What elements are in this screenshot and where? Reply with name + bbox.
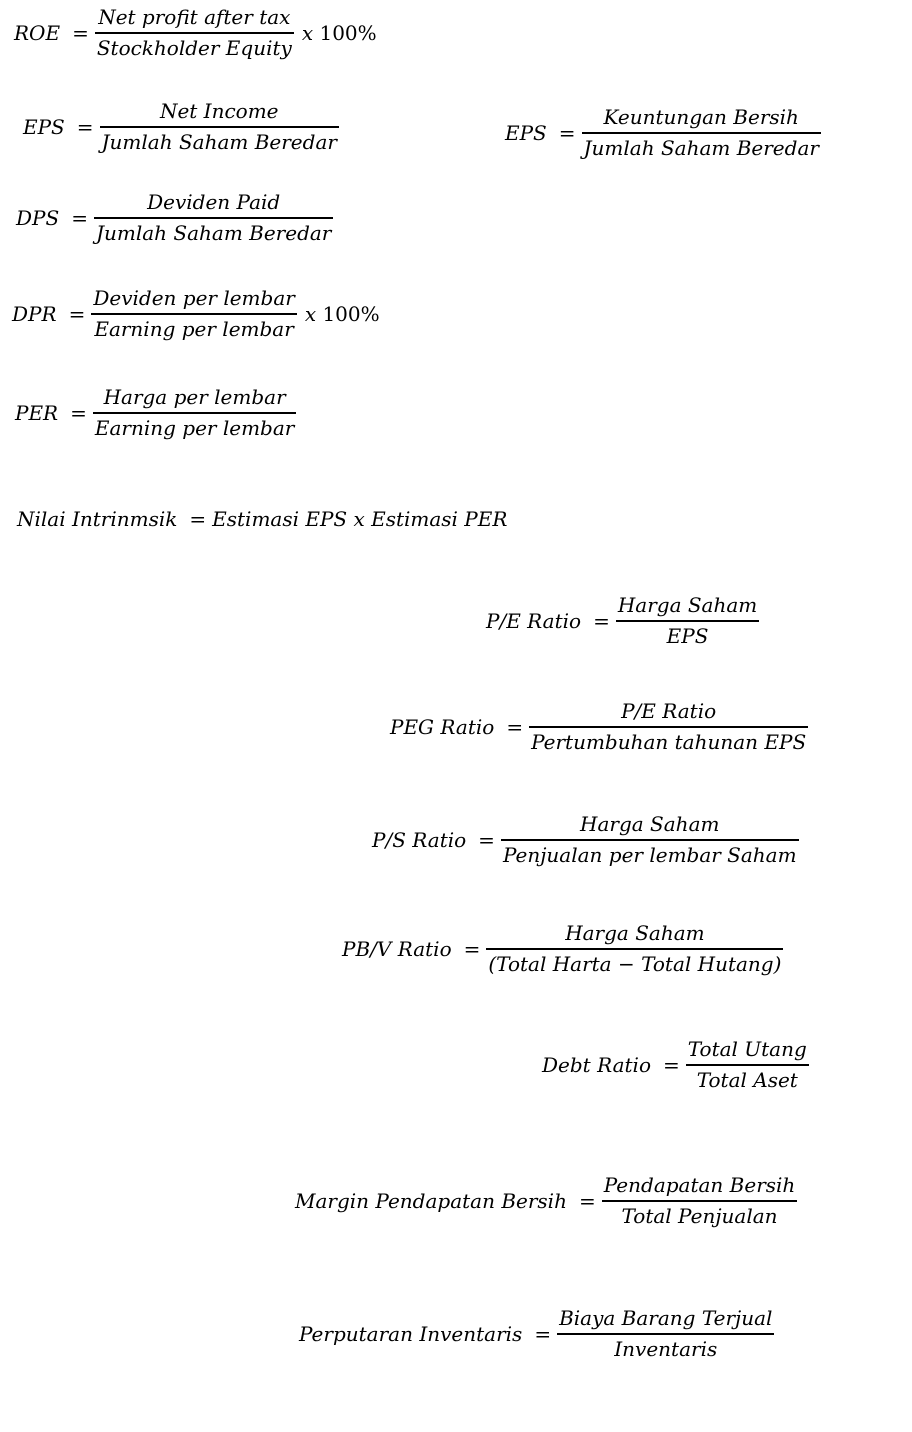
equals-sign: = [593,608,610,633]
dps-denominator: Jumlah Saham Beredar [95,220,332,245]
net-margin-label: Margin Pendapatan Bersih [295,1188,567,1213]
equals-sign: = [72,20,89,45]
eps-label: EPS [23,114,65,139]
per-formula [15,386,296,440]
peg-ratio-numerator: P/E Ratio [621,699,717,723]
equals-sign: = [578,1188,596,1213]
eps-en-denominator: Jumlah Saham Beredar [101,129,337,154]
per-numerator: Harga per lembar [103,385,286,409]
dpr-fraction [91,287,296,341]
roe-formula [14,6,377,60]
ps-ratio-numerator: Harga Saham [580,812,720,836]
pbv-ratio-denominator: (Total Harta − Total Hutang) [488,951,782,976]
ps-ratio-label: P/S Ratio [372,827,467,852]
peg-ratio-fraction [529,700,808,754]
per-fraction [93,386,296,440]
multiply-sign: x [301,20,314,45]
percent-value: 100% [322,301,380,326]
equals-sign: = [534,1321,552,1346]
eps-formula-id [505,106,821,160]
dpr-denominator: Earning per lembar [94,316,294,341]
debt-ratio-denominator: Total Aset [696,1067,798,1092]
inventory-turnover-formula [299,1307,774,1361]
pbv-ratio-numerator: Harga Saham [565,921,705,945]
intrinsic-rhs: Estimasi EPS x Estimasi PER [212,507,508,531]
per-label: PER [15,400,59,425]
eps-formula-en [23,100,339,154]
roe-label: ROE [14,20,61,45]
per-denominator: Earning per lembar [94,415,295,440]
multiply-sign: x [304,301,317,326]
pbv-ratio-fraction [486,922,783,976]
inventory-turnover-denominator: Inventaris [614,1336,718,1361]
eps-en-fraction [100,100,339,154]
peg-ratio-denominator: Pertumbuhan tahunan EPS [531,729,807,754]
equals-sign: = [76,114,94,139]
intrinsic-label: Nilai Intrinmsik [17,507,178,531]
roe-fraction [95,6,294,60]
equals-sign: = [506,714,524,739]
net-margin-formula [295,1174,797,1228]
pe-ratio-fraction [616,594,759,648]
pe-ratio-numerator: Harga Saham [617,593,758,617]
equals-sign: = [189,507,207,531]
equals-sign: = [463,936,481,961]
eps-en-numerator: Net Income [159,99,279,123]
debt-ratio-numerator: Total Utang [687,1037,807,1061]
pbv-ratio-formula [342,922,783,976]
inventory-turnover-numerator: Biaya Barang Terjual [559,1306,773,1330]
ps-ratio-formula [372,813,799,867]
pe-ratio-formula [486,594,759,648]
equals-sign: = [70,400,87,425]
dpr-label: DPR [12,301,57,326]
dpr-formula [12,287,380,341]
roe-multiplier [301,20,377,45]
debt-ratio-label: Debt Ratio [542,1052,651,1077]
equals-sign: = [662,1052,680,1077]
pe-ratio-label: P/E Ratio [486,608,582,633]
eps-id-numerator: Keuntungan Bersih [603,105,799,129]
dps-fraction [94,191,333,245]
ps-ratio-denominator: Penjualan per lembar Saham [502,842,797,867]
net-margin-fraction [602,1174,798,1228]
pe-ratio-denominator: EPS [666,623,709,648]
percent-value: 100% [319,20,377,45]
pbv-ratio-label: PB/V Ratio [342,936,452,961]
debt-ratio-formula [542,1038,809,1092]
inventory-turnover-fraction [557,1307,774,1361]
ps-ratio-fraction [501,813,799,867]
eps-label: EPS [505,120,547,145]
intrinsic-value-formula [17,509,507,529]
eps-id-denominator: Jumlah Saham Beredar [583,135,819,160]
dpr-multiplier [304,301,380,326]
dps-numerator: Deviden Paid [147,190,281,214]
inventory-turnover-label: Perputaran Inventaris [299,1321,523,1346]
equals-sign: = [558,120,576,145]
net-margin-numerator: Pendapatan Bersih [603,1173,796,1197]
dps-label: DPS [16,205,60,230]
eps-id-fraction [582,106,821,160]
peg-ratio-label: PEG Ratio [390,714,495,739]
dpr-numerator: Deviden per lembar [93,286,295,310]
debt-ratio-fraction [686,1038,809,1092]
equals-sign: = [478,827,495,852]
equals-sign: = [71,205,88,230]
dps-formula [16,191,333,245]
net-margin-denominator: Total Penjualan [621,1203,778,1228]
roe-denominator: Stockholder Equity [96,35,292,60]
equals-sign: = [68,301,86,326]
peg-ratio-formula [390,700,808,754]
roe-numerator: Net profit after tax [98,5,291,29]
